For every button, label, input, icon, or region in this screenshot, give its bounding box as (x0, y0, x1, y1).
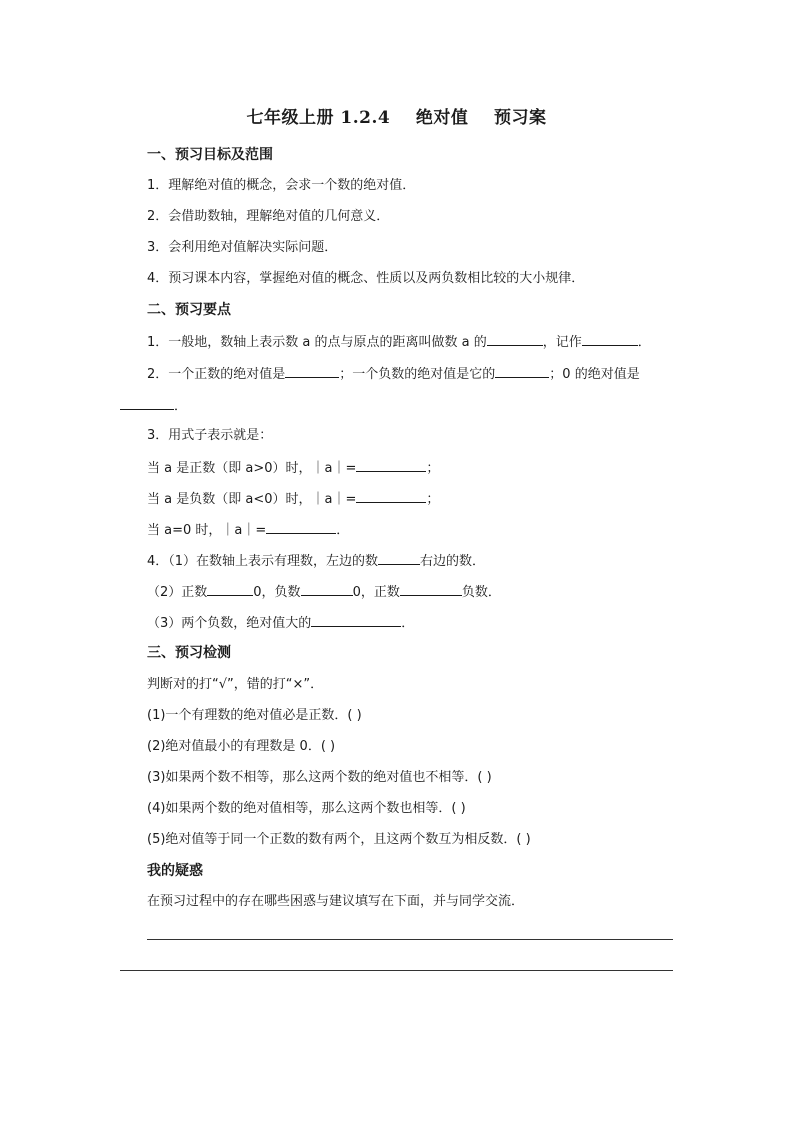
section-heading-goals: 一、预习目标及范围 (147, 147, 273, 163)
key-point-3-positive: 当 a 是正数（即 a>0）时，｜a｜= ； (147, 458, 439, 478)
key-point-3-zero: 当 a=0 时，｜a｜= ． (147, 520, 349, 540)
fill-blank[interactable] (207, 582, 253, 596)
key-point-3-intro: 3．用式子表示就是： (147, 428, 273, 443)
answer-line-1[interactable] (147, 939, 673, 940)
self-check-item-1: (1)一个有理数的绝对值必是正数．( ) (147, 708, 362, 723)
fill-blank[interactable] (301, 582, 353, 596)
fill-blank[interactable] (495, 364, 549, 378)
answer-line-2[interactable] (120, 970, 673, 971)
fill-blank[interactable] (582, 332, 638, 346)
fill-blank[interactable] (378, 551, 420, 565)
self-check-item-4: (4)如果两个数的绝对值相等，那么这两个数也相等．( ) (147, 801, 466, 816)
fill-blank[interactable] (311, 613, 401, 627)
key-point-2: 2．一个正数的绝对值是 ；一个负数的绝对值是它的 ；0 的绝对值是 (147, 364, 640, 384)
key-point-4-1: 4．（1）在数轴上表示有理数，左边的数 右边的数． (147, 551, 485, 571)
fill-blank[interactable] (120, 396, 174, 410)
fill-blank[interactable] (400, 582, 462, 596)
self-check-instructions: 判断对的打“√”，错的打“×”． (147, 677, 324, 692)
section-heading-questions: 我的疑惑 (147, 863, 203, 879)
goal-item-2: 2．会借助数轴，理解绝对值的几何意义． (147, 209, 390, 224)
fill-blank[interactable] (285, 364, 339, 378)
page-title: 七年级上册 1.2.4 绝对值 预习案 (246, 108, 547, 128)
fill-blank[interactable] (487, 332, 543, 346)
key-point-4-3: （3）两个负数，绝对值大的 ． (147, 613, 414, 633)
key-point-1: 1．一般地，数轴上表示数 a 的点与原点的距离叫做数 a 的 ，记作 ． (147, 332, 651, 352)
section-heading-self-check: 三、预习检测 (147, 645, 231, 661)
section-heading-key-points: 二、预习要点 (147, 302, 231, 318)
self-check-item-2: (2)绝对值最小的有理数是 0．( ) (147, 739, 336, 754)
fill-blank[interactable] (356, 489, 426, 503)
goal-item-1: 1．理解绝对值的概念，会求一个数的绝对值． (147, 178, 416, 193)
fill-blank[interactable] (356, 458, 426, 472)
questions-prompt: 在预习过程中的存在哪些困惑与建议填写在下面，并与同学交流． (147, 894, 525, 909)
key-point-2-continued: ． (120, 396, 187, 416)
key-point-4-2: （2）正数 0，负数 0，正数 负数． (147, 582, 501, 602)
self-check-item-5: (5)绝对值等于同一个正数的数有两个，且这两个数互为相反数．( ) (147, 832, 531, 847)
goal-item-4: 4．预习课本内容，掌握绝对值的概念、性质以及两负数相比较的大小规律． (147, 271, 585, 286)
goal-item-3: 3．会利用绝对值解决实际问题． (147, 240, 338, 255)
fill-blank[interactable] (266, 520, 336, 534)
key-point-3-negative: 当 a 是负数（即 a<0）时，｜a｜= ； (147, 489, 439, 509)
self-check-item-3: (3)如果两个数不相等，那么这两个数的绝对值也不相等．( ) (147, 770, 492, 785)
